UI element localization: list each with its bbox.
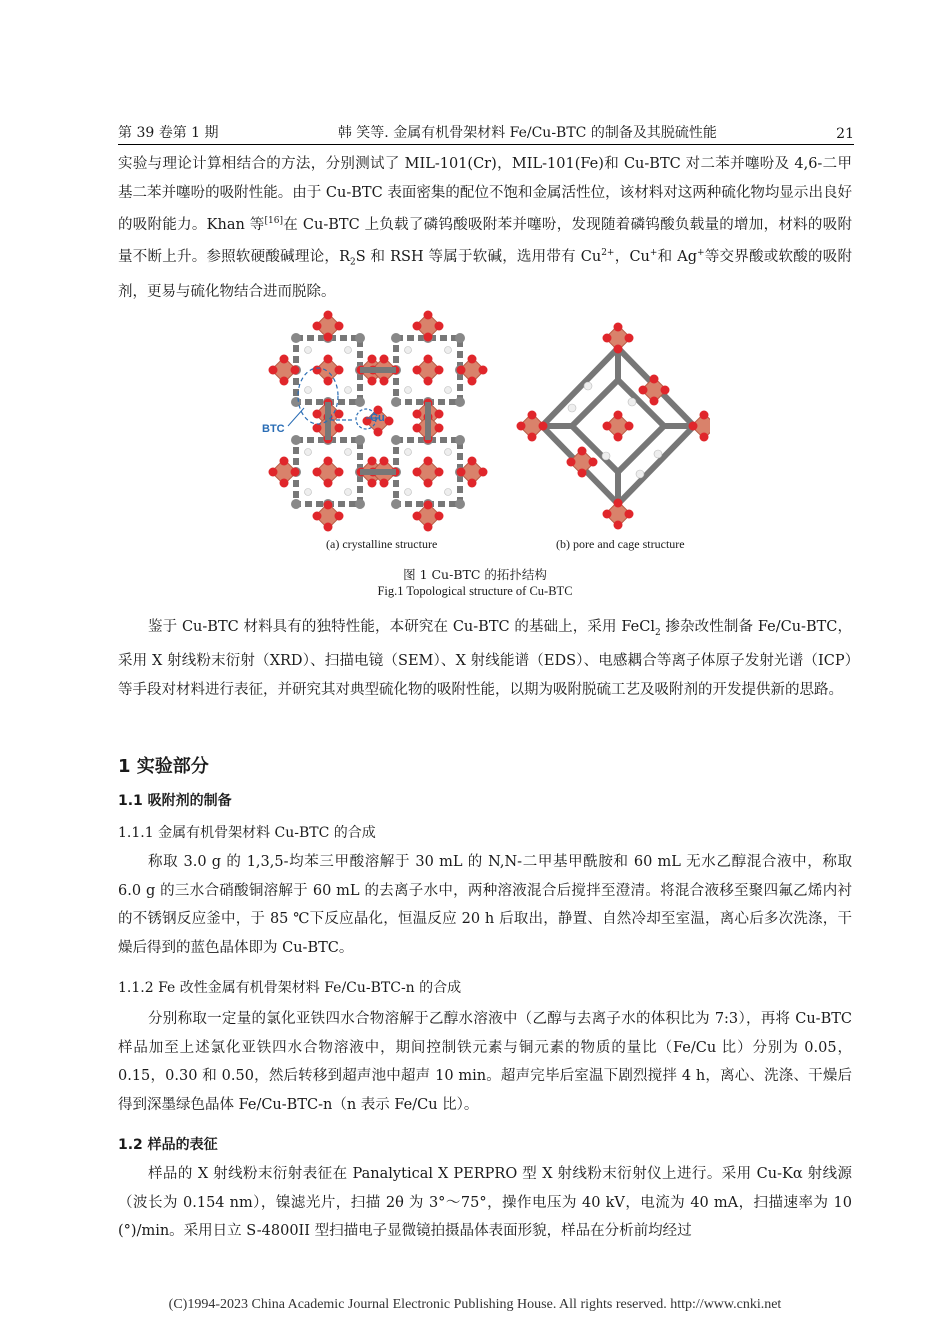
intro-paragraph: 实验与理论计算相结合的方法，分别测试了 MIL-101(Cr)，MIL-101(Fe)和 Cu-BTC 对二苯并噻吩及 4,6-二甲基二苯并噻吩的吸附性能。由于 Cu-BTC 表面密集的配位不饱和金属活性位，该材料对这两种硫化物均显示出良好的吸附能力。Khan 等[16]在 Cu-BTC 上负载了磷钨酸吸附苯并噻吩，发现随着磷钨酸负载量的增加，材料的吸附量不断上升。参照软硬酸碱理论，$R_2S$ 和 RSH 等属于软碱，选用带有 $Cu^{2+}$，Cu+和 Ag+等交界酸或软酸的吸附剂，更易与硫化物结合进而脱除。 (118, 156, 852, 300)
page-number: 21 (836, 126, 854, 142)
section-heading-1-1-2: 1.1.2 Fe 改性金属有机骨架材料 Fe/Cu-BTC-n 的合成 (118, 980, 462, 996)
header-volume: 第 39 卷第 1 期 (118, 125, 219, 141)
figure-title-en: Fig.1 Topological structure of Cu-BTC (377, 584, 573, 598)
running-header (118, 120, 854, 145)
caption-a: (a) crystalline structure (326, 537, 438, 551)
label-btc: BTC (262, 423, 285, 435)
section-heading-1: 1 实验部分 (118, 756, 209, 777)
reference-16[interactable]: [16] (264, 216, 283, 226)
section-heading-1-1-1: 1.1.1 金属有机骨架材料 Cu-BTC 的合成 (118, 825, 376, 841)
paragraph-fe-cu-btc-synthesis: 分别称取一定量的氯化亚铁四水合物溶解于乙醇水溶液中（乙醇与去离子水的体积比为 7:3），再将 Cu-BTC 样品加至上述氯化亚铁四水合物溶液中，期间控制铁元素与铜元素的物质的量比（Fe/Cu 比）分别为 0.05，0.15，0.30 和 0.50，然后转移到超声池中超声 10 min。超声完毕后室温下剧烈搅拌 4 h，离心、洗涤、干燥后得到深墨绿色晶体 Fe/Cu-BTC-n（n 表示 Fe/Cu 比）。 (118, 1011, 852, 1113)
section-heading-1-1: 1.1 吸附剂的制备 (118, 793, 232, 809)
paragraph-cu-btc-synthesis: 称取 3.0 g 的 1,3,5-均苯三甲酸溶解于 30 mL 的 N,N-二甲基甲酰胺和 60 mL 无水乙醇混合液中，称取 6.0 g 的三水合硝酸铜溶解于 60 mL 的去离子水中，两种溶液混合后搅拌至澄清。将混合液移至聚四氟乙烯内衬的不锈钢反应釜中，于 85 ℃下反应晶化，恒温反应 20 h 后取出，静置、自然冷却至室温，离心后多次洗涤，干燥后得到的蓝色晶体即为 Cu-BTC。 (118, 854, 852, 956)
cu-btc-structure-image (260, 308, 710, 538)
paragraph-characterization: 样品的 X 射线粉末衍射表征在 Panalytical X PERPRO 型 X 射线粉末衍射仪上进行。采用 Cu-Kα 射线源（波长为 0.154 nm），镍滤光片，扫描 2θ 为 3°～75°，操作电压为 40 kV，电流为 40 mA，扫描速率为 10 (°)/min。采用日立 S-4800II 型扫描电子显微镜拍摄晶体表面形貌，样品在分析前均经过 (118, 1166, 852, 1239)
paragraph-research-aim: 鉴于 Cu-BTC 材料具有的独特性能，本研究在 Cu-BTC 的基础上，采用 FeCl$_2$ 掺杂改性制备 Fe/Cu-BTC，采用 X 射线粉末衍射（XRD）、扫描电镜（SEM）、X 射线能谱（EDS）、电感耦合等离子体原子发射光谱（ICP）等手段对材料进行表征，并研究其对典型硫化物的吸附性能，以期为吸附脱硫工艺及吸附剂的开发提供新的思路。 (118, 619, 852, 698)
copyright-footer: (C)1994-2023 China Academic Journal Electronic Publishing House. All rights reserved. http://www.cnki.net (168, 1297, 782, 1312)
crystalline-structure-image (262, 311, 488, 532)
pore-cage-structure-image (517, 323, 711, 530)
label-cu: Cu (370, 412, 385, 424)
figure-1 (260, 308, 710, 538)
section-heading-1-2: 1.2 样品的表征 (118, 1137, 218, 1153)
figure-title-cn: 图 1 Cu-BTC 的拓扑结构 (403, 567, 547, 582)
header-title: 韩 笑等. 金属有机骨架材料 Fe/Cu-BTC 的制备及其脱硫性能 (337, 125, 717, 141)
caption-b: (b) pore and cage structure (556, 537, 685, 551)
